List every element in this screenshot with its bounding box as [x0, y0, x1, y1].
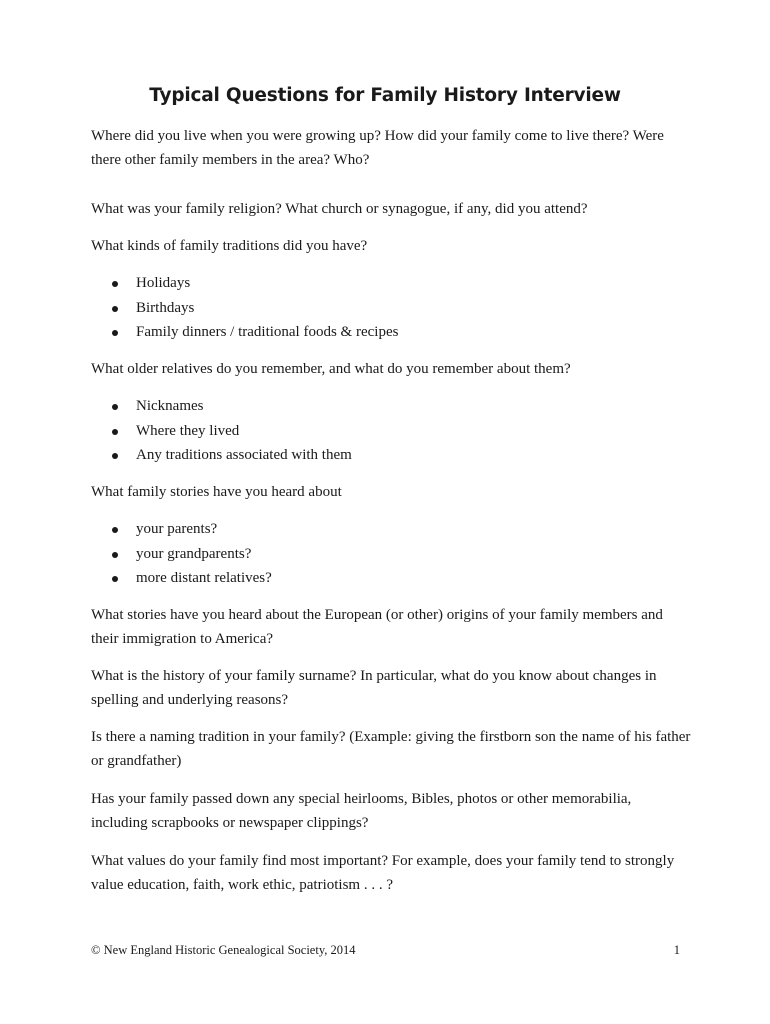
list-item-text: Where they lived	[136, 422, 240, 439]
list-item-text: Holidays	[136, 275, 191, 291]
question-10: What values do your family find most important? For example, does your family tend to strongly value education, faith, work ethic, patriotism . . . ?	[91, 853, 675, 893]
bullet-icon	[112, 429, 118, 435]
relatives-list	[91, 394, 691, 468]
bullet-icon	[112, 552, 118, 558]
list-item	[91, 296, 691, 321]
list-item	[91, 566, 691, 591]
list-item	[91, 443, 691, 468]
bullet-icon	[112, 306, 118, 312]
question-1: Where did you live when you were growing up? How did your family come to live there? Were there other family members in the area? Who?	[91, 128, 664, 168]
footer-copyright: © New England Historic Genealogical Society, 2014	[91, 943, 356, 957]
question-9: Has your family passed down any special heirlooms, Bibles, photos or other memorabilia, including scrapbooks or newspaper clippings?	[91, 791, 632, 831]
list-item	[91, 394, 691, 419]
list-item	[91, 517, 691, 542]
list-item	[91, 419, 691, 444]
question-8: Is there a naming tradition in your family? (Example: giving the firstborn son the name of his father or grandfather)	[91, 729, 691, 769]
question-2: What was your family religion? What church or synagogue, if any, did you attend?	[91, 201, 588, 217]
list-item-text: Family dinners / traditional foods & recipes	[136, 324, 399, 340]
list-item	[91, 542, 691, 567]
list-item-text: Any traditions associated with them	[136, 447, 352, 463]
bullet-icon	[112, 576, 118, 582]
list-item-text: your grandparents?	[136, 545, 252, 562]
question-6: What stories have you heard about the European (or other) origins of your family members and their immigration to America?	[91, 607, 663, 647]
stories-list	[91, 517, 691, 591]
list-item	[91, 320, 691, 345]
question-3: What kinds of family traditions did you have?	[91, 238, 368, 254]
page-number: 1	[673, 943, 680, 957]
question-4: What older relatives do you remember, and what do you remember about them?	[91, 361, 571, 377]
list-item-text: Birthdays	[136, 299, 195, 316]
list-item	[91, 271, 691, 296]
question-7: What is the history of your family surname? In particular, what do you know about changes in spelling and underlying reasons?	[91, 668, 657, 708]
list-item-text: your parents?	[136, 521, 218, 537]
question-5: What family stories have you heard about	[91, 484, 342, 500]
bullet-icon	[112, 404, 118, 410]
list-item-text: more distant relatives?	[136, 570, 272, 586]
page-title: Typical Questions for Family History Interview	[149, 85, 621, 106]
traditions-list	[91, 271, 691, 345]
bullet-icon	[112, 330, 118, 336]
bullet-icon	[112, 527, 118, 533]
bullet-icon	[112, 453, 118, 459]
bullet-icon	[112, 281, 118, 287]
list-item-text: Nicknames	[136, 398, 204, 414]
